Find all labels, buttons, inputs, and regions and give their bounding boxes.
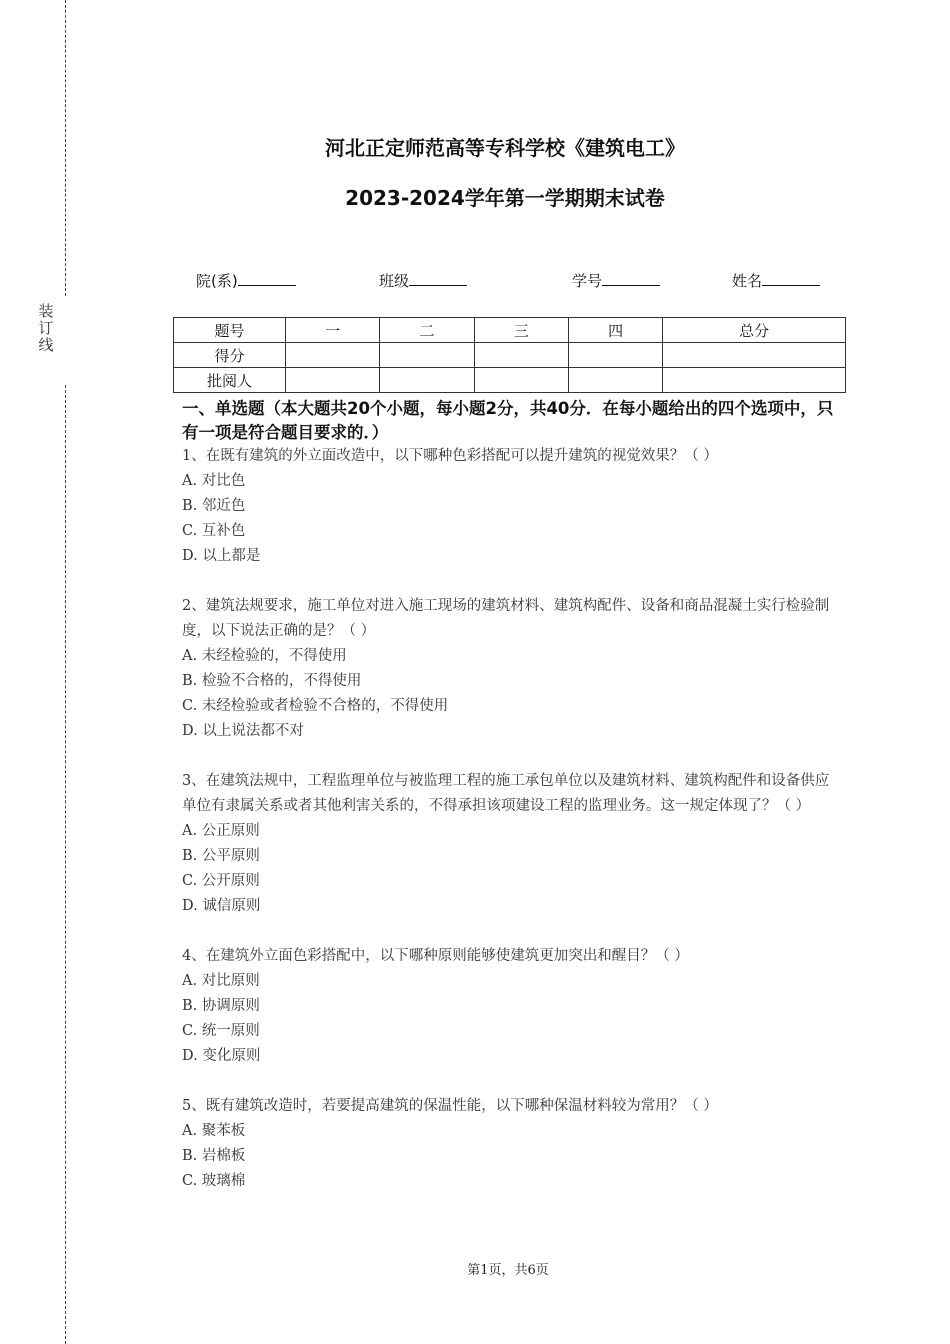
score-table-cell[interactable] [286,368,380,393]
exam-title-line1: 河北正定师范高等专科学校《建筑电工》 [325,136,685,160]
score-table-row [174,368,846,393]
info-field-name: 姓名 [732,270,820,291]
question-stem: 2、建筑法规要求，施工单位对进入施工现场的建筑材料、建筑构配件、设备和商品混凝土实行检验制度，以下说法正确的是？（ ） [182,598,830,639]
option-a[interactable]: A. 未经检验的，不得使用 [182,648,347,664]
score-table-cell: 四 [568,318,662,343]
option-b[interactable]: B. 邻近色 [182,498,246,514]
score-table-cell[interactable] [663,343,846,368]
option-a[interactable]: A. 对比原则 [182,973,260,989]
question-stem: 4、在建筑外立面色彩搭配中，以下哪种原则能够使建筑更加突出和醒目？（ ） [182,948,689,964]
exam-title-line2: 2023-2024学年第一学期期末试卷 [345,186,665,210]
class-blank[interactable] [409,271,467,286]
score-table-cell: 总分 [663,318,846,343]
question-item [182,594,842,744]
score-table-cell: 一 [286,318,380,343]
option-d[interactable]: D. 变化原则 [182,1048,261,1064]
question-item [182,769,842,919]
info-field-department: 院(系) [196,270,296,291]
option-a[interactable]: A. 公正原则 [182,823,260,839]
info-field-student-id: 学号 [572,270,660,291]
page-number: 第1页，共6页 [467,1263,549,1278]
score-table-cell[interactable] [663,368,846,393]
option-b[interactable]: B. 协调原则 [182,998,260,1014]
score-table-header-row [174,318,846,343]
option-b[interactable]: B. 岩棉板 [182,1148,246,1164]
section-heading: 一、单选题（本大题共20个小题，每小题2分，共40分．在每小题给出的四个选项中，只有一项是符合题目要求的．） [182,399,834,442]
score-table-cell[interactable] [568,368,662,393]
option-a[interactable]: A. 聚苯板 [182,1123,246,1139]
question-item [182,444,842,569]
score-table-cell[interactable] [380,368,474,393]
score-table-cell[interactable] [474,368,568,393]
score-table-cell: 题号 [174,318,286,343]
binding-char: 订 [38,319,54,337]
question-stem: 5、既有建筑改造时，若要提高建筑的保温性能，以下哪种保温材料较为常用？（ ） [182,1098,718,1114]
option-d[interactable]: D. 诚信原则 [182,898,261,914]
info-field-class: 班级 [379,270,467,291]
option-c[interactable]: C. 统一原则 [182,1023,260,1039]
score-table-cell[interactable] [568,343,662,368]
question-list [182,444,842,1219]
score-table-cell[interactable] [380,343,474,368]
student-id-blank[interactable] [602,271,660,286]
option-b[interactable]: B. 公平原则 [182,848,260,864]
binding-label [36,303,56,354]
option-a[interactable]: A. 对比色 [182,473,246,489]
score-table-cell: 二 [380,318,474,343]
score-table-row [174,343,846,368]
option-b[interactable]: B. 检验不合格的，不得使用 [182,673,362,689]
binding-dashed-line-bottom [65,385,66,1344]
score-table-cell[interactable] [286,343,380,368]
option-c[interactable]: C. 玻璃棉 [182,1173,246,1189]
department-blank[interactable] [238,271,296,286]
question-stem: 1、在既有建筑的外立面改造中，以下哪种色彩搭配可以提升建筑的视觉效果？（ ） [182,448,718,464]
option-c[interactable]: C. 公开原则 [182,873,260,889]
question-stem: 3、在建筑法规中，工程监理单位与被监理工程的施工承包单位以及建筑材料、建筑构配件和设备供应单位有隶属关系或者其他利害关系的，不得承担该项建设工程的监理业务。这一规定体现了？（ ） [182,773,830,814]
option-d[interactable]: D. 以上都是 [182,548,261,564]
question-item [182,944,842,1069]
score-table [173,317,846,393]
score-table-cell: 得分 [174,343,286,368]
option-d[interactable]: D. 以上说法都不对 [182,723,304,739]
binding-char: 线 [38,336,54,354]
option-c[interactable]: C. 未经检验或者检验不合格的，不得使用 [182,698,449,714]
binding-char: 装 [38,302,54,320]
score-table-cell: 三 [474,318,568,343]
score-table-cell[interactable] [474,343,568,368]
name-blank[interactable] [762,271,820,286]
score-table-cell: 批阅人 [174,368,286,393]
question-item [182,1094,842,1194]
option-c[interactable]: C. 互补色 [182,523,246,539]
